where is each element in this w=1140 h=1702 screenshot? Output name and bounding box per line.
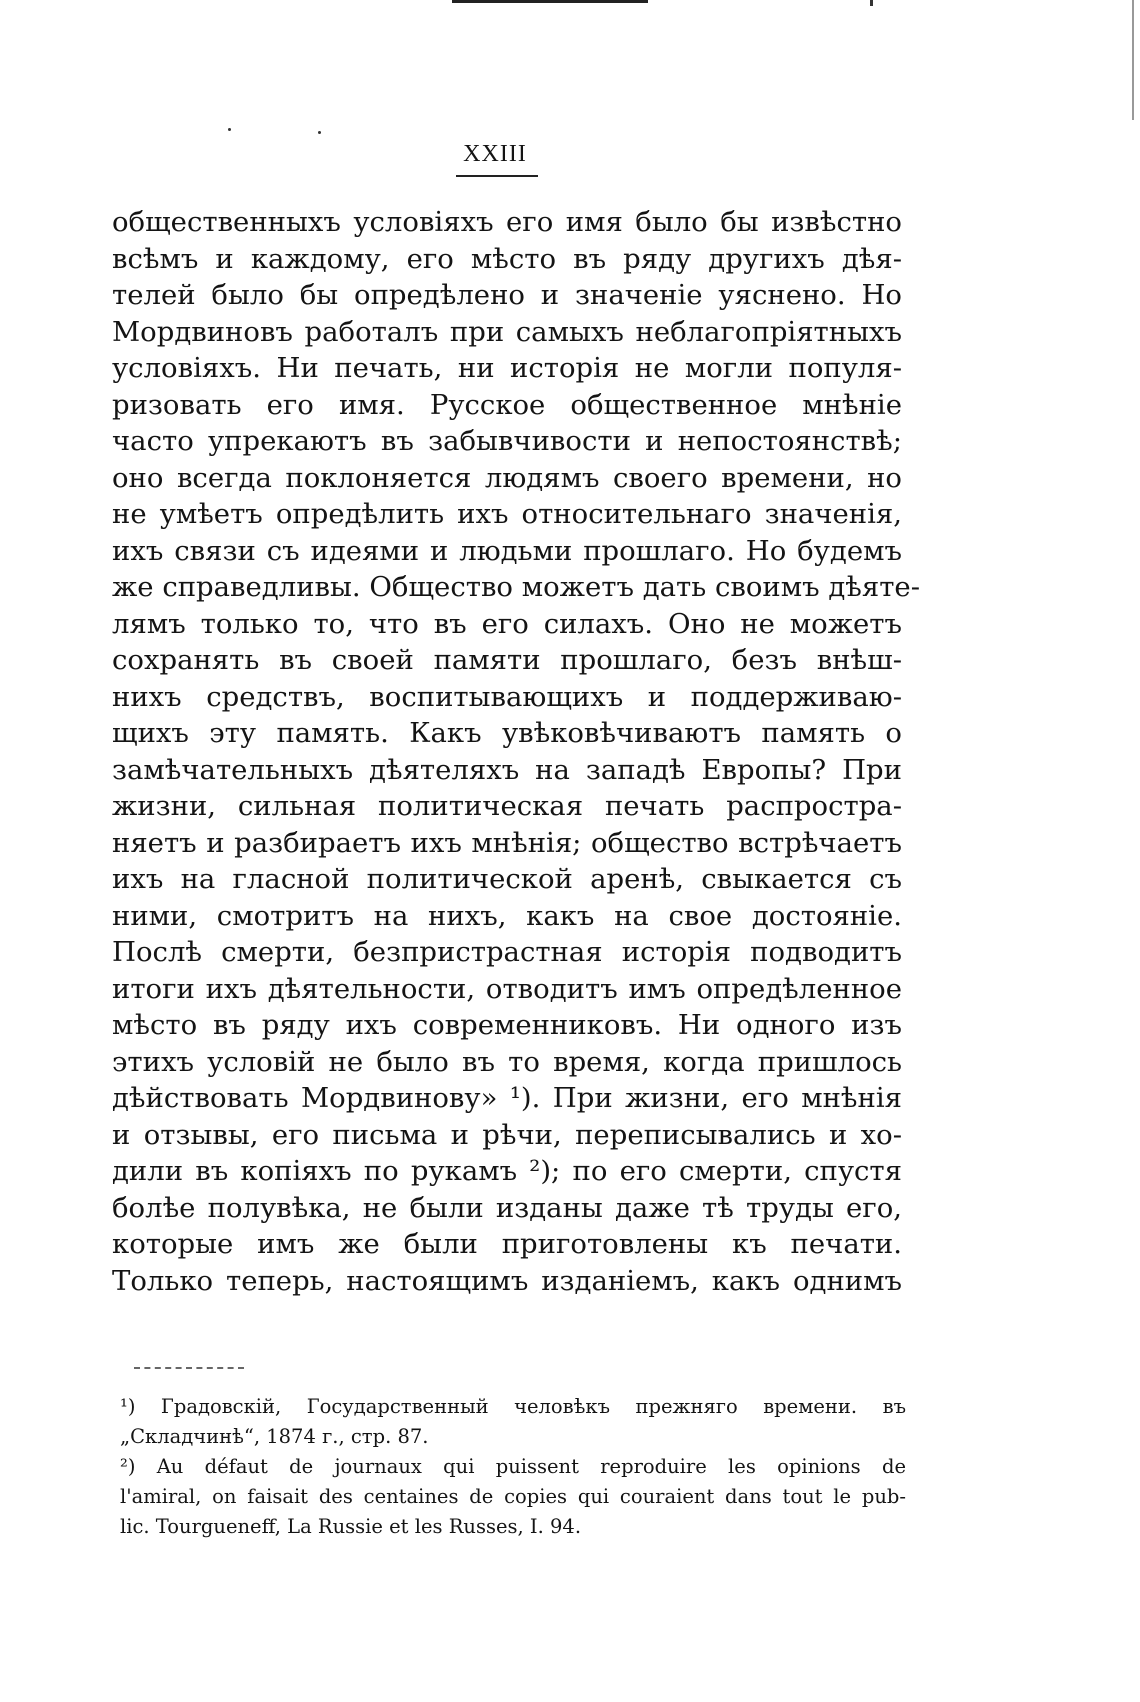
scan-speck xyxy=(318,131,321,134)
right-edge-scan-mark xyxy=(1132,0,1140,120)
body-line: телей было бы опредѣлено и значеніе уяснено. Но xyxy=(112,279,902,311)
body-line: Послѣ смерти, безпристрастная исторія подводитъ xyxy=(112,936,902,968)
footnote-line: ²) Au défaut de journaux qui puissent reproduire les opinions de xyxy=(120,1455,906,1478)
footnote-2 xyxy=(120,1452,906,1542)
footnote-line: ¹) Градовскій, Государственный человѣкъ прежняго времени. въ xyxy=(120,1395,906,1418)
body-line: часто упрекаютъ въ забывчивости и непостоянствѣ; xyxy=(112,425,902,457)
footnote-separator xyxy=(134,1367,244,1369)
body-line: болѣе полувѣка, не были изданы даже тѣ труды его, xyxy=(112,1191,902,1224)
body-line: лямъ только то, что въ его силахъ. Оно не можетъ xyxy=(112,607,902,640)
body-line: ними, смотритъ на нихъ, какъ на свое достояніе. xyxy=(112,899,902,932)
body-line: сохранять въ своей памяти прошлаго, безъ внѣш- xyxy=(112,644,902,676)
footnote-line: „Складчинѣ“, 1874 г., стр. 87. xyxy=(120,1425,429,1448)
body-line: не умѣетъ опредѣлить ихъ относительнаго значенія, xyxy=(112,498,902,530)
page-number: XXIII xyxy=(463,141,527,167)
body-line: Мордвиновъ работалъ при самыхъ неблагопріятныхъ xyxy=(112,315,902,348)
body-line: ихъ на гласной политической аренѣ, свыкается съ xyxy=(112,863,902,895)
top-edge-tick xyxy=(870,0,873,6)
footnote-1 xyxy=(120,1392,906,1452)
body-line: дѣйствовать Мордвинову» ¹). При жизни, его мнѣнія xyxy=(112,1082,902,1114)
body-line: и отзывы, его письма и рѣчи, переписывались и хо- xyxy=(112,1118,902,1151)
body-line: итоги ихъ дѣятельности, отводитъ имъ опредѣленное xyxy=(112,972,902,1005)
scan-speck xyxy=(228,128,231,131)
body-line: дили въ копіяхъ по рукамъ ²); по его смерти, спустя xyxy=(112,1155,902,1187)
body-line: жизни, сильная политическая печать распростра- xyxy=(112,790,902,822)
body-line: оно всегда поклоняется людямъ своего времени, но xyxy=(112,461,902,494)
top-edge-rule xyxy=(452,0,648,3)
body-line: общественныхъ условіяхъ его имя было бы извѣстно xyxy=(112,206,902,238)
body-line: ихъ связи съ идеями и людьми прошлаго. Но будемъ xyxy=(112,534,902,567)
body-text xyxy=(112,204,920,1299)
body-line: всѣмъ и каждому, его мѣсто въ ряду другихъ дѣя- xyxy=(112,242,902,275)
body-line: условіяхъ. Ни печать, ни исторія не могли популя- xyxy=(112,352,902,384)
page-number-rule xyxy=(456,175,538,177)
body-line: няетъ и разбираетъ ихъ мнѣнія; общество встрѣчаетъ xyxy=(112,826,902,859)
body-line: мѣсто въ ряду ихъ современниковъ. Ни одного изъ xyxy=(112,1009,902,1041)
footnote-line: lic. Tourgueneff, La Russie et les Russes, I. 94. xyxy=(120,1515,582,1538)
body-line: нихъ средствъ, воспитывающихъ и поддерживаю- xyxy=(112,680,902,713)
body-line: же справедливы. Общество можетъ дать своимъ дѣяте- xyxy=(112,571,920,603)
footnote-line: l'amiral, on faisait des centaines de copies qui couraient dans tout le pub- xyxy=(120,1485,906,1508)
body-line: ризовать его имя. Русское общественное мнѣніе xyxy=(112,388,902,421)
body-line: Только теперь, настоящимъ изданіемъ, какъ однимъ xyxy=(112,1264,902,1297)
body-line: которые имъ же были приготовлены къ печати. xyxy=(112,1228,902,1260)
body-line: замѣчательныхъ дѣятеляхъ на западѣ Европы? При xyxy=(112,753,902,786)
footnotes xyxy=(120,1392,906,1542)
body-line: этихъ условій не было въ то время, когда пришлось xyxy=(112,1045,902,1078)
body-line: щихъ эту память. Какъ увѣковѣчиваютъ память о xyxy=(112,717,902,749)
